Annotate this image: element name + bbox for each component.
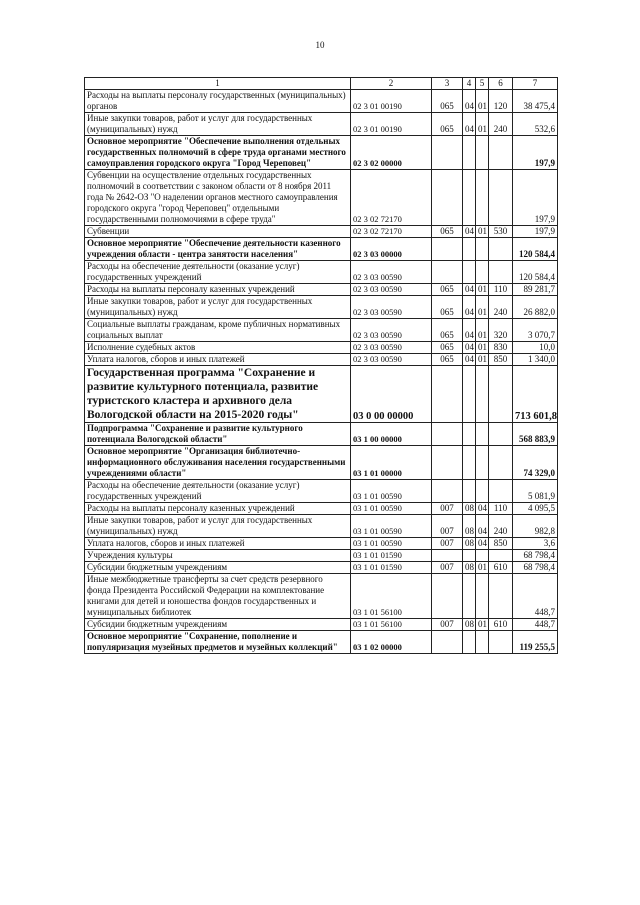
expense-type-code: 110 (489, 503, 513, 515)
item-name: Государственная программа "Сохранение и развитие культурного потенциала, развитие туристского кластера и архивного дела Вологодской области на 2015-2020 годы" (85, 366, 351, 423)
section-code (463, 574, 476, 619)
ministry-code (432, 366, 463, 423)
section-code: 04 (463, 90, 476, 113)
amount: 5 081,9 (513, 480, 558, 503)
amount: 119 255,5 (513, 631, 558, 654)
budget-code: 02 3 03 00590 (351, 354, 432, 366)
expense-type-code: 830 (489, 342, 513, 354)
table-row (85, 446, 558, 480)
ministry-code (432, 446, 463, 480)
ministry-code: 065 (432, 226, 463, 238)
budget-code: 03 1 01 00590 (351, 480, 432, 503)
amount: 26 882,0 (513, 296, 558, 319)
expense-type-code: 110 (489, 284, 513, 296)
amount: 3,6 (513, 538, 558, 550)
budget-code: 02 3 03 00590 (351, 261, 432, 284)
subsection-code (476, 446, 489, 480)
table-row (85, 261, 558, 284)
header-cell: 5 (476, 78, 489, 90)
budget-code: 02 3 03 00590 (351, 284, 432, 296)
budget-code: 03 1 01 00590 (351, 538, 432, 550)
item-name: Расходы на выплаты персоналу государственных (муниципальных) органов (85, 90, 351, 113)
expense-type-code (489, 423, 513, 446)
budget-code: 03 0 00 00000 (351, 366, 432, 423)
table-row (85, 296, 558, 319)
item-name: Иные межбюджетные трансферты за счет средств резервного фонда Президента Российской Федерации на комплектование книгами для детей и юношества фондов государственных и муниципальных библиотек (85, 574, 351, 619)
expense-type-code (489, 170, 513, 226)
ministry-code: 065 (432, 342, 463, 354)
ministry-code: 007 (432, 515, 463, 538)
ministry-code (432, 574, 463, 619)
table-row (85, 136, 558, 170)
budget-code: 03 1 01 00000 (351, 446, 432, 480)
ministry-code: 065 (432, 319, 463, 342)
ministry-code (432, 136, 463, 170)
section-code (463, 423, 476, 446)
budget-code: 02 3 01 00190 (351, 113, 432, 136)
table-row (85, 480, 558, 503)
item-name: Субсидии бюджетным учреждениям (85, 619, 351, 631)
table-row (85, 226, 558, 238)
amount: 982,8 (513, 515, 558, 538)
ministry-code (432, 261, 463, 284)
ministry-code: 065 (432, 296, 463, 319)
item-name: Субвенции на осуществление отдельных государственных полномочий в соответствии с законом области от 8 ноября 2011 года № 2642-ОЗ "О наделении органов местного самоуправления городского округа "город Череповец" отдельными государственными полномочиями в сфере труда" (85, 170, 351, 226)
amount: 568 883,9 (513, 423, 558, 446)
subsection-code (476, 631, 489, 654)
header-cell: 2 (351, 78, 432, 90)
table-row (85, 354, 558, 366)
table-row (85, 170, 558, 226)
header-cell: 4 (463, 78, 476, 90)
header-row (85, 78, 558, 90)
subsection-code: 01 (476, 296, 489, 319)
amount: 197,9 (513, 136, 558, 170)
subsection-code: 04 (476, 538, 489, 550)
item-name: Основное мероприятие "Сохранение, пополнение и популяризация музейных предметов и музейных коллекций" (85, 631, 351, 654)
section-code: 04 (463, 284, 476, 296)
ministry-code (432, 170, 463, 226)
table-row (85, 631, 558, 654)
budget-table (84, 77, 558, 654)
expense-type-code: 850 (489, 354, 513, 366)
subsection-code: 01 (476, 562, 489, 574)
subsection-code: 01 (476, 113, 489, 136)
table-row (85, 619, 558, 631)
section-code: 04 (463, 226, 476, 238)
amount: 448,7 (513, 574, 558, 619)
amount: 1 340,0 (513, 354, 558, 366)
table-row (85, 284, 558, 296)
item-name: Субсидии бюджетным учреждениям (85, 562, 351, 574)
section-code: 08 (463, 562, 476, 574)
section-code (463, 136, 476, 170)
ministry-code: 065 (432, 113, 463, 136)
item-name: Иные закупки товаров, работ и услуг для государственных (муниципальных) нужд (85, 515, 351, 538)
subsection-code (476, 550, 489, 562)
table-row (85, 550, 558, 562)
expense-type-code: 850 (489, 538, 513, 550)
table-row (85, 515, 558, 538)
amount: 89 281,7 (513, 284, 558, 296)
subsection-code (476, 136, 489, 170)
table-row (85, 423, 558, 446)
table-row (85, 574, 558, 619)
ministry-code: 007 (432, 619, 463, 631)
section-code (463, 480, 476, 503)
ministry-code: 007 (432, 562, 463, 574)
item-name: Иные закупки товаров, работ и услуг для государственных (муниципальных) нужд (85, 296, 351, 319)
table-row (85, 503, 558, 515)
amount: 74 329,0 (513, 446, 558, 480)
subsection-code (476, 423, 489, 446)
subsection-code: 01 (476, 619, 489, 631)
expense-type-code: 320 (489, 319, 513, 342)
amount: 197,9 (513, 226, 558, 238)
section-code: 04 (463, 296, 476, 319)
page-number: 10 (315, 40, 325, 50)
amount: 3 070,7 (513, 319, 558, 342)
header-cell: 6 (489, 78, 513, 90)
budget-code: 02 3 03 00590 (351, 342, 432, 354)
subsection-code: 01 (476, 354, 489, 366)
ministry-code: 065 (432, 354, 463, 366)
section-code: 04 (463, 342, 476, 354)
section-code: 08 (463, 619, 476, 631)
expense-type-code (489, 480, 513, 503)
budget-code: 02 3 02 00000 (351, 136, 432, 170)
budget-code: 02 3 03 00590 (351, 296, 432, 319)
section-code (463, 261, 476, 284)
expense-type-code (489, 136, 513, 170)
subsection-code (476, 366, 489, 423)
header-cell: 7 (513, 78, 558, 90)
expense-type-code: 610 (489, 562, 513, 574)
subsection-code (476, 261, 489, 284)
subsection-code: 04 (476, 515, 489, 538)
budget-code: 03 1 01 01590 (351, 550, 432, 562)
subsection-code (476, 480, 489, 503)
item-name: Основное мероприятие "Обеспечение деятельности казенного учреждения области - центра занятости населения" (85, 238, 351, 261)
expense-type-code: 120 (489, 90, 513, 113)
expense-type-code (489, 261, 513, 284)
item-name: Исполнение судебных актов (85, 342, 351, 354)
amount: 68 798,4 (513, 562, 558, 574)
item-name: Иные закупки товаров, работ и услуг для государственных (муниципальных) нужд (85, 113, 351, 136)
ministry-code: 065 (432, 90, 463, 113)
subsection-code (476, 170, 489, 226)
table-row (85, 90, 558, 113)
amount: 68 798,4 (513, 550, 558, 562)
budget-code: 02 3 02 72170 (351, 170, 432, 226)
item-name: Субвенции (85, 226, 351, 238)
section-code: 04 (463, 319, 476, 342)
item-name: Подпрограмма "Сохранение и развитие культурного потенциала Вологодской области" (85, 423, 351, 446)
ministry-code (432, 238, 463, 261)
expense-type-code (489, 238, 513, 261)
budget-code: 03 1 01 56100 (351, 619, 432, 631)
amount: 532,6 (513, 113, 558, 136)
subsection-code: 01 (476, 226, 489, 238)
table-row (85, 113, 558, 136)
table-row (85, 238, 558, 261)
amount: 120 584,4 (513, 238, 558, 261)
expense-type-code: 240 (489, 296, 513, 319)
budget-code: 02 3 02 72170 (351, 226, 432, 238)
section-code: 04 (463, 354, 476, 366)
ministry-code (432, 423, 463, 446)
expense-type-code (489, 550, 513, 562)
expense-type-code: 610 (489, 619, 513, 631)
section-code: 08 (463, 515, 476, 538)
expense-type-code: 240 (489, 515, 513, 538)
item-name: Учреждения культуры (85, 550, 351, 562)
expense-type-code: 240 (489, 113, 513, 136)
expense-type-code (489, 366, 513, 423)
section-code (463, 446, 476, 480)
amount: 120 584,4 (513, 261, 558, 284)
table-row (85, 562, 558, 574)
expense-type-code (489, 574, 513, 619)
section-code: 04 (463, 113, 476, 136)
ministry-code: 007 (432, 538, 463, 550)
subsection-code: 01 (476, 342, 489, 354)
ministry-code: 065 (432, 284, 463, 296)
budget-code: 03 1 00 00000 (351, 423, 432, 446)
budget-code: 02 3 03 00590 (351, 319, 432, 342)
ministry-code (432, 550, 463, 562)
subsection-code: 01 (476, 90, 489, 113)
amount: 10,0 (513, 342, 558, 354)
budget-code: 02 3 01 00190 (351, 90, 432, 113)
expense-type-code (489, 631, 513, 654)
budget-code: 03 1 02 00000 (351, 631, 432, 654)
amount: 4 095,5 (513, 503, 558, 515)
ministry-code (432, 631, 463, 654)
expense-type-code (489, 446, 513, 480)
subsection-code: 01 (476, 319, 489, 342)
section-code (463, 631, 476, 654)
budget-code: 03 1 01 56100 (351, 574, 432, 619)
item-name: Социальные выплаты гражданам, кроме публичных нормативных социальных выплат (85, 319, 351, 342)
budget-code: 03 1 01 00590 (351, 503, 432, 515)
subsection-code: 04 (476, 503, 489, 515)
item-name: Расходы на обеспечение деятельности (оказание услуг) государственных учреждений (85, 261, 351, 284)
item-name: Уплата налогов, сборов и иных платежей (85, 354, 351, 366)
amount: 197,9 (513, 170, 558, 226)
table-row (85, 366, 558, 423)
budget-code: 02 3 03 00000 (351, 238, 432, 261)
item-name: Расходы на выплаты персоналу казенных учреждений (85, 284, 351, 296)
item-name: Расходы на обеспечение деятельности (оказание услуг) государственных учреждений (85, 480, 351, 503)
expense-type-code: 530 (489, 226, 513, 238)
item-name: Основное мероприятие "Организация библиотечно-информационного обслуживания населения государственными учреждениями области" (85, 446, 351, 480)
item-name: Уплата налогов, сборов и иных платежей (85, 538, 351, 550)
header-cell: 3 (432, 78, 463, 90)
ministry-code: 007 (432, 503, 463, 515)
amount: 713 601,8 (513, 366, 558, 423)
budget-code: 03 1 01 00590 (351, 515, 432, 538)
section-code: 08 (463, 503, 476, 515)
table-row (85, 319, 558, 342)
item-name: Основное мероприятие "Обеспечение выполнения отдельных государственных полномочий в сфере труда органами местного самоуправления городского округа "Город Череповец" (85, 136, 351, 170)
section-code (463, 170, 476, 226)
subsection-code: 01 (476, 284, 489, 296)
item-name: Расходы на выплаты персоналу казенных учреждений (85, 503, 351, 515)
amount: 448,7 (513, 619, 558, 631)
section-code (463, 550, 476, 562)
amount: 38 475,4 (513, 90, 558, 113)
section-code: 08 (463, 538, 476, 550)
header-cell: 1 (85, 78, 351, 90)
table-row (85, 342, 558, 354)
budget-code: 03 1 01 01590 (351, 562, 432, 574)
table-row (85, 538, 558, 550)
subsection-code (476, 238, 489, 261)
ministry-code (432, 480, 463, 503)
section-code (463, 238, 476, 261)
subsection-code (476, 574, 489, 619)
section-code (463, 366, 476, 423)
